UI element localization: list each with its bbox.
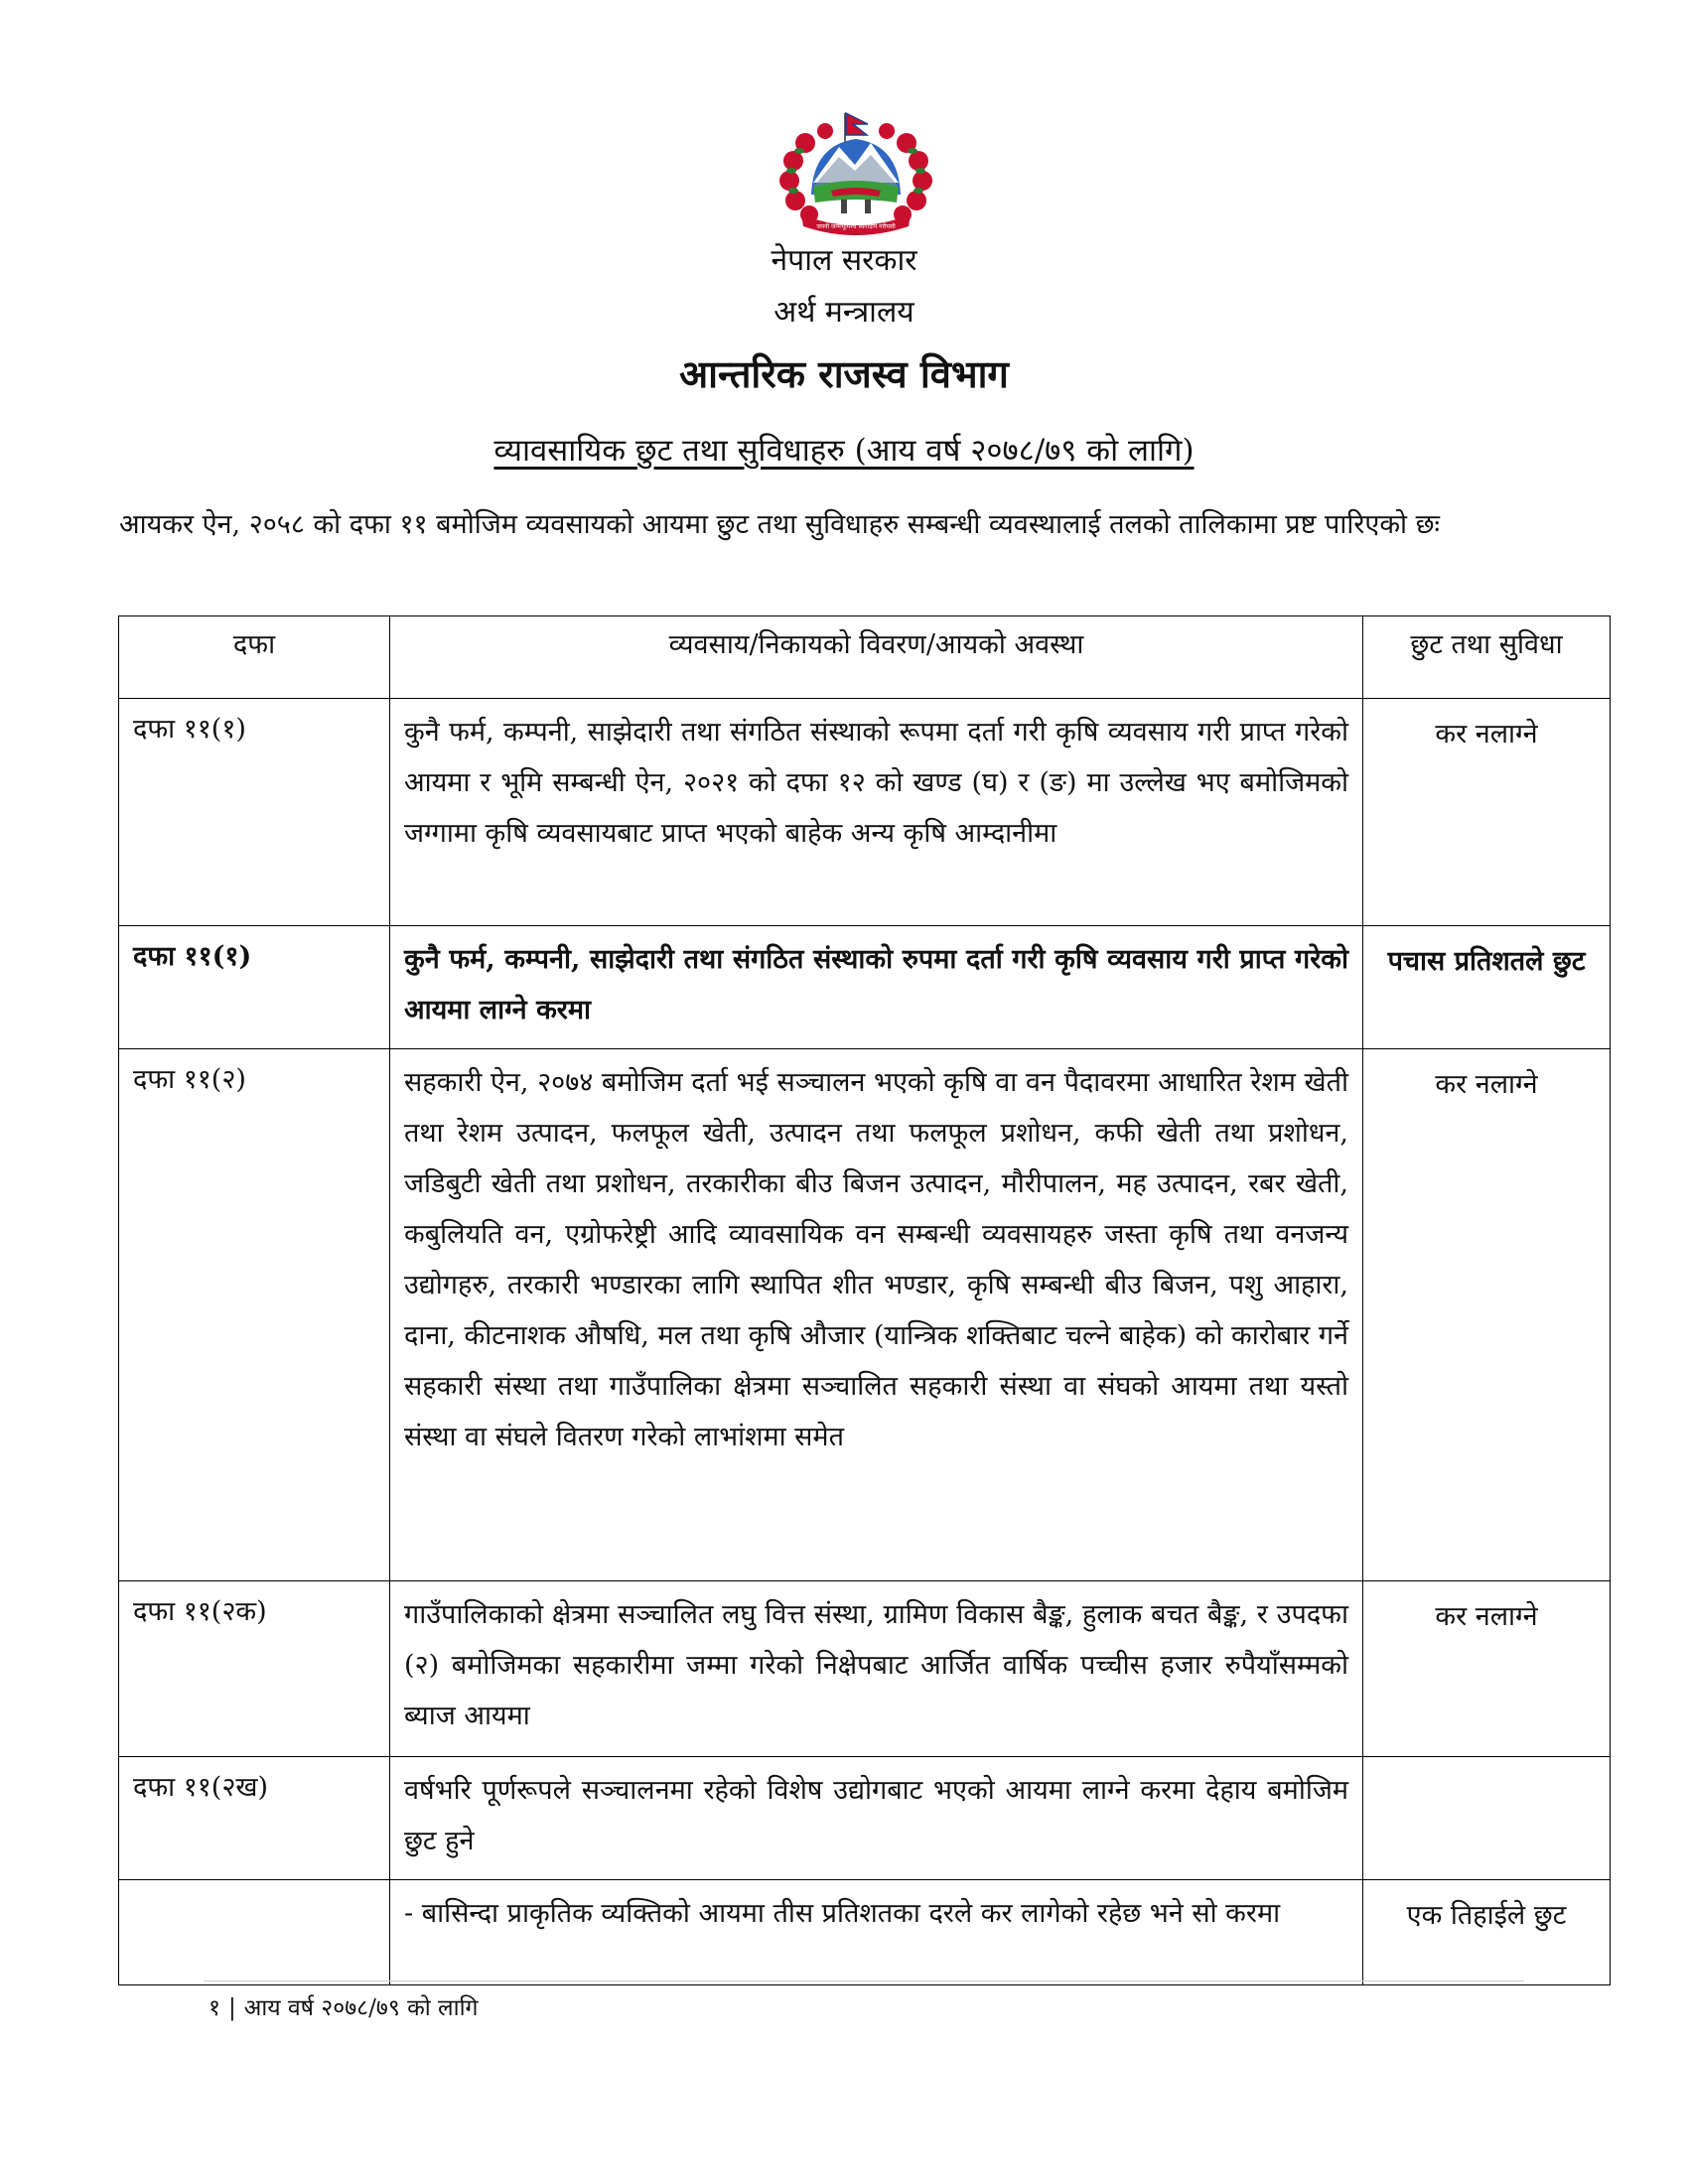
- benefit-cell: पचास प्रतिशतले छुट: [1363, 926, 1611, 1049]
- nepal-emblem-icon: [772, 105, 940, 239]
- intro-paragraph: आयकर ऐन, २०५८ को दफा ११ बमोजिम व्यवसायको आयमा छुट तथा सुविधाहरु सम्बन्धी व्यवस्थालाई तलको तालिकामा प्रष्ट पारिएको छः: [119, 509, 1441, 540]
- section-cell: [119, 1880, 390, 1985]
- description-cell: वर्षभरि पूर्णरूपले सञ्चालनमा रहेको विशेष उद्योगबाट भएको आयमा लाग्ने करमा देहाय बमोजिम छुट हुने: [390, 1757, 1363, 1880]
- section-cell: दफा ११(१): [119, 699, 390, 926]
- page-number: १: [209, 1995, 220, 2021]
- table-row: [119, 926, 1611, 1049]
- table-row: [119, 1049, 1611, 1581]
- footer-divider: [204, 1980, 1524, 1981]
- benefit-cell: कर नलाग्ने: [1363, 1049, 1611, 1581]
- table-header-row: [119, 616, 1611, 699]
- department-name: आन्तरिक राजस्व विभाग: [679, 351, 1009, 396]
- table-row: [119, 699, 1611, 926]
- section-cell: दफा ११(१): [119, 926, 390, 1049]
- table-row: [119, 1880, 1611, 1985]
- document-title: व्यावसायिक छुट तथा सुविधाहरु (आय वर्ष २०७८/७९ को लागि): [493, 433, 1195, 469]
- table-row: [119, 1581, 1611, 1757]
- header-section: दफा: [119, 616, 390, 699]
- description-cell: कुनै फर्म, कम्पनी, साझेदारी तथा संगठित संस्थाको रूपमा दर्ता गरी कृषि व्यवसाय गरी प्राप्त गरेको आयमा र भूमि सम्बन्धी ऐन, २०२१ को दफा १२ को खण्ड (घ) र (ङ) मा उल्लेख भए बमोजिमको जग्गामा कृषि व्यवसायबाट प्राप्त भएको बाहेक अन्य कृषि आम्दानीमा: [390, 699, 1363, 926]
- section-cell: दफा ११(२क): [119, 1581, 390, 1757]
- description-cell: - बासिन्दा प्राकृतिक व्यक्तिको आयमा तीस प्रतिशतका दरले कर लागेको रहेछ भने सो करमा: [390, 1880, 1363, 1985]
- section-cell: दफा ११(२ख): [119, 1757, 390, 1880]
- government-name: नेपाल सरकार: [771, 243, 917, 278]
- benefit-cell: कर नलाग्ने: [1363, 1581, 1611, 1757]
- exemption-table: [118, 615, 1611, 1985]
- description-cell: कुनै फर्म, कम्पनी, साझेदारी तथा संगठित संस्थाको रुपमा दर्ता गरी कृषि व्यवसाय गरी प्राप्त गरेको आयमा लाग्ने करमा: [390, 926, 1363, 1049]
- header-benefit: छुट तथा सुविधा: [1363, 616, 1611, 699]
- benefit-cell: [1363, 1757, 1611, 1880]
- section-cell: दफा ११(२): [119, 1049, 390, 1581]
- page-footer: [209, 1990, 478, 2022]
- svg-text:जननी जन्मभूमिश्च स्वर्गादपि गर: जननी जन्मभूमिश्च स्वर्गादपि गरीयसी: [816, 223, 896, 230]
- description-cell: गाउँपालिकाको क्षेत्रमा सञ्चालित लघु वित्त संस्था, ग्रामिण विकास बैङ्क, हुलाक बचत बैङ्क, र उपदफा (२) बमोजिमका सहकारीमा जम्मा गरेको निक्षेपबाट आर्जित वार्षिक पच्चीस हजार रुपैयाँसम्मको ब्याज आयमा: [390, 1581, 1363, 1757]
- header-description: व्यवसाय/निकायको विवरण/आयको अवस्था: [390, 616, 1363, 699]
- benefit-cell: कर नलाग्ने: [1363, 699, 1611, 926]
- ministry-name: अर्थ मन्त्रालय: [774, 295, 914, 330]
- footer-separator: |: [227, 1995, 236, 2021]
- description-cell: सहकारी ऐन, २०७४ बमोजिम दर्ता भई सञ्चालन भएको कृषि वा वन पैदावरमा आधारित रेशम खेती तथा रेशम उत्पादन, फलफूल खेती, उत्पादन तथा फलफूल प्रशोधन, कफी खेती तथा प्रशोधन, जडिबुटी खेती तथा प्रशोधन, तरकारीका बीउ बिजन उत्पादन, मौरीपालन, मह उत्पादन, रबर खेती, कबुलियति वन, एग्रोफरेष्ट्री आदि व्यावसायिक वन सम्बन्धी व्यवसायहरु जस्ता कृषि तथा वनजन्य उद्योगहरु, तरकारी भण्डारका लागि स्थापित शीत भण्डार, कृषि सम्बन्धी बीउ बिजन, पशु आहारा, दाना, कीटनाशक औषधि, मल तथा कृषि औजार (यान्त्रिक शक्तिबाट चल्ने बाहेक) को कारोबार गर्ने सहकारी संस्था तथा गाउँपालिका क्षेत्रमा सञ्चालित सहकारी संस्था वा संघको आयमा तथा यस्तो संस्था वा संघले वितरण गरेको लाभांशमा समेत: [390, 1049, 1363, 1581]
- footer-text: आय वर्ष २०७८/७९ को लागि: [243, 1995, 479, 2021]
- benefit-cell: एक तिहाईले छुट: [1363, 1880, 1611, 1985]
- table-row: [119, 1757, 1611, 1880]
